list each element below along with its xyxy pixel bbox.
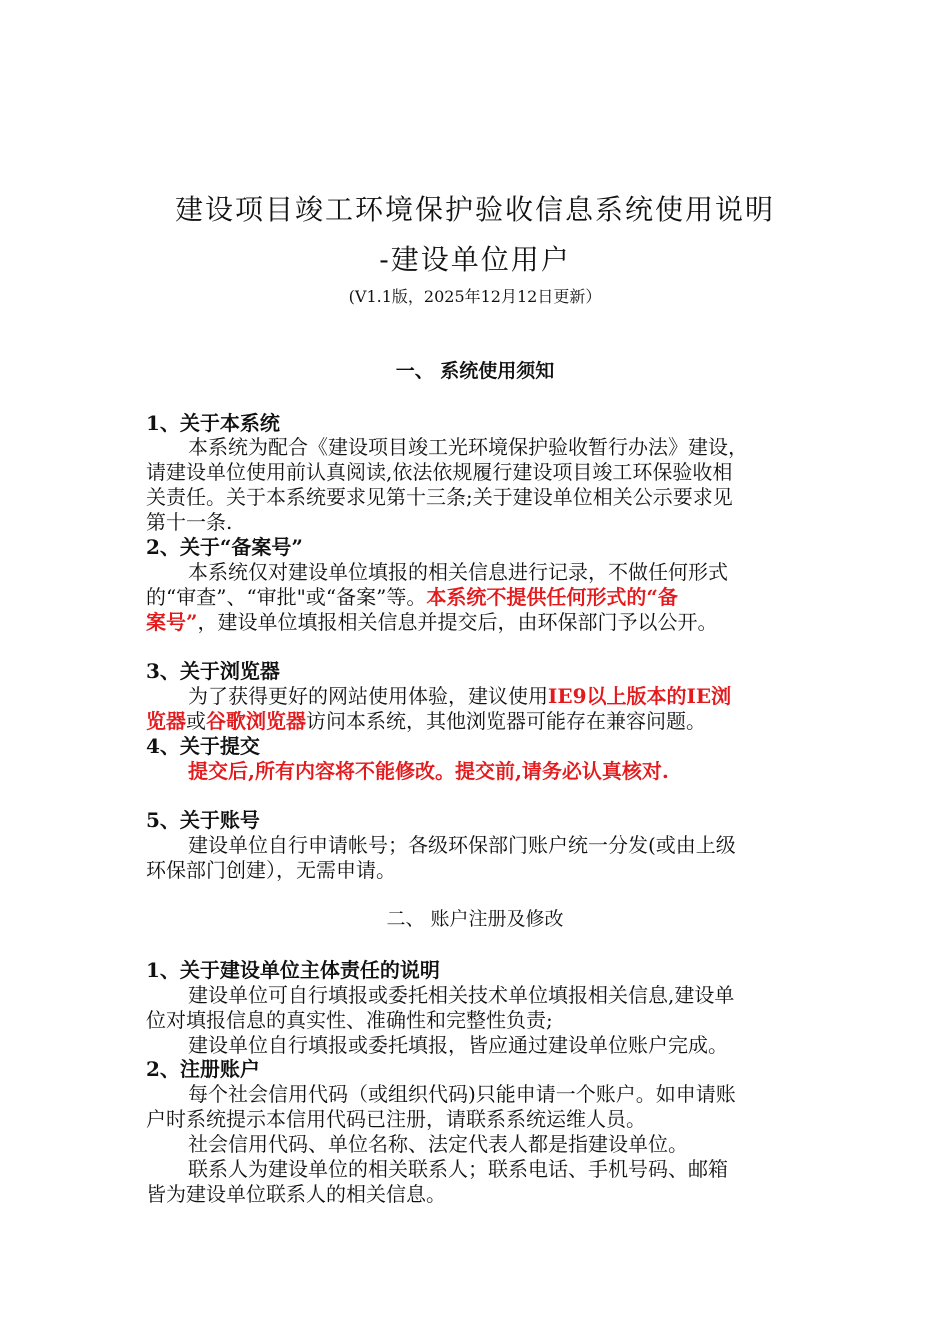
s2-item2-text-line: 联系人为建设单位的相关联系人；联系电话、手机号码、邮箱 bbox=[188, 1157, 728, 1181]
item1-text-line: 请建设单位使用前认真阅读,依法依规履行建设项目竣工环保验收相 bbox=[146, 460, 733, 484]
document-subtitle: -建设单位用户 bbox=[379, 243, 571, 276]
item5-heading: 5、关于账号 bbox=[146, 808, 260, 832]
document-title: 建设项目竣工环境保护验收信息系统使用说明 bbox=[174, 193, 775, 226]
browser-chrome-text: 谷歌浏览器 bbox=[206, 709, 306, 733]
item2-warning-text: 本系统不提供任何形式的“备 bbox=[426, 585, 678, 609]
item5-text-line: 建设单位自行申请帐号；各级环保部门账户统一分发(或由上级 bbox=[188, 833, 736, 857]
s2-item1-text-line: 建设单位自行填报或委托填报，皆应通过建设单位账户完成。 bbox=[188, 1033, 728, 1057]
submit-warning-text: 提交后,所有内容将不能修改。提交前,请务必认真核对. bbox=[188, 759, 669, 783]
s2-item2-text-line: 户时系统提示本信用代码已注册，请联系系统运维人员。 bbox=[146, 1107, 646, 1131]
item2-text-plain: 的“审查”、“审批"或“备案”等。 bbox=[146, 585, 427, 609]
s2-item2-text-line: 社会信用代码、单位名称、法定代表人都是指建设单位。 bbox=[188, 1132, 688, 1156]
item2-text-line bbox=[146, 584, 806, 610]
s2-item1-text-line: 建设单位可自行填报或委托相关技术单位填报相关信息,建设单 bbox=[188, 983, 735, 1007]
s2-item1-heading: 1、关于建设单位主体责任的说明 bbox=[146, 958, 440, 982]
item3-text-line bbox=[146, 708, 806, 734]
s2-item2-heading: 2、注册账户 bbox=[146, 1057, 260, 1081]
item3-heading: 3、关于浏览器 bbox=[146, 659, 280, 683]
s2-item1-text-line: 位对填报信息的真实性、准确性和完整性负责; bbox=[146, 1008, 553, 1032]
item2-text-plain: ，建设单位填报相关信息并提交后，由环保部门予以公开。 bbox=[197, 610, 718, 634]
version-note: (V1.1版，2025年12月12日更新） bbox=[348, 287, 602, 306]
item3-text-line bbox=[188, 683, 808, 709]
item1-heading: 1、关于本系统 bbox=[146, 411, 280, 435]
s2-item2-text-line: 皆为建设单位联系人的相关信息。 bbox=[146, 1182, 446, 1206]
item3-text-plain: 访问本系统，其他浏览器可能存在兼容问题。 bbox=[306, 709, 706, 733]
item3-text-plain: 或 bbox=[186, 709, 206, 733]
section2-heading: 二、 账户注册及修改 bbox=[386, 908, 564, 930]
item1-text-line: 关责任。关于本系统要求见第十三条;关于建设单位相关公示要求见 bbox=[146, 485, 733, 509]
item1-text-line: 本系统为配合《建设项目竣工光环境保护验收暂行办法》建设， bbox=[188, 435, 748, 459]
browser-ie-text: IE9以上版本的IE浏 bbox=[548, 684, 732, 708]
section1-heading: 一、 系统使用须知 bbox=[395, 360, 555, 382]
item3-text-plain: 为了获得更好的网站使用体验，建议使用 bbox=[188, 684, 548, 708]
item2-heading: 2、关于“备案号” bbox=[146, 535, 303, 559]
item5-text-line: 环保部门创建），无需申请。 bbox=[146, 858, 396, 882]
item4-heading: 4、关于提交 bbox=[146, 734, 260, 758]
s2-item2-text-line: 每个社会信用代码（或组织代码)只能申请一个账户。如申请账 bbox=[188, 1082, 736, 1106]
item1-text-line: 第十一条. bbox=[146, 510, 233, 534]
item2-warning-text: 案号” bbox=[146, 610, 198, 634]
browser-ie-text: 览器 bbox=[146, 709, 186, 733]
item2-text-line bbox=[146, 609, 806, 635]
item2-text-line: 本系统仅对建设单位填报的相关信息进行记录，不做任何形式 bbox=[188, 560, 728, 584]
